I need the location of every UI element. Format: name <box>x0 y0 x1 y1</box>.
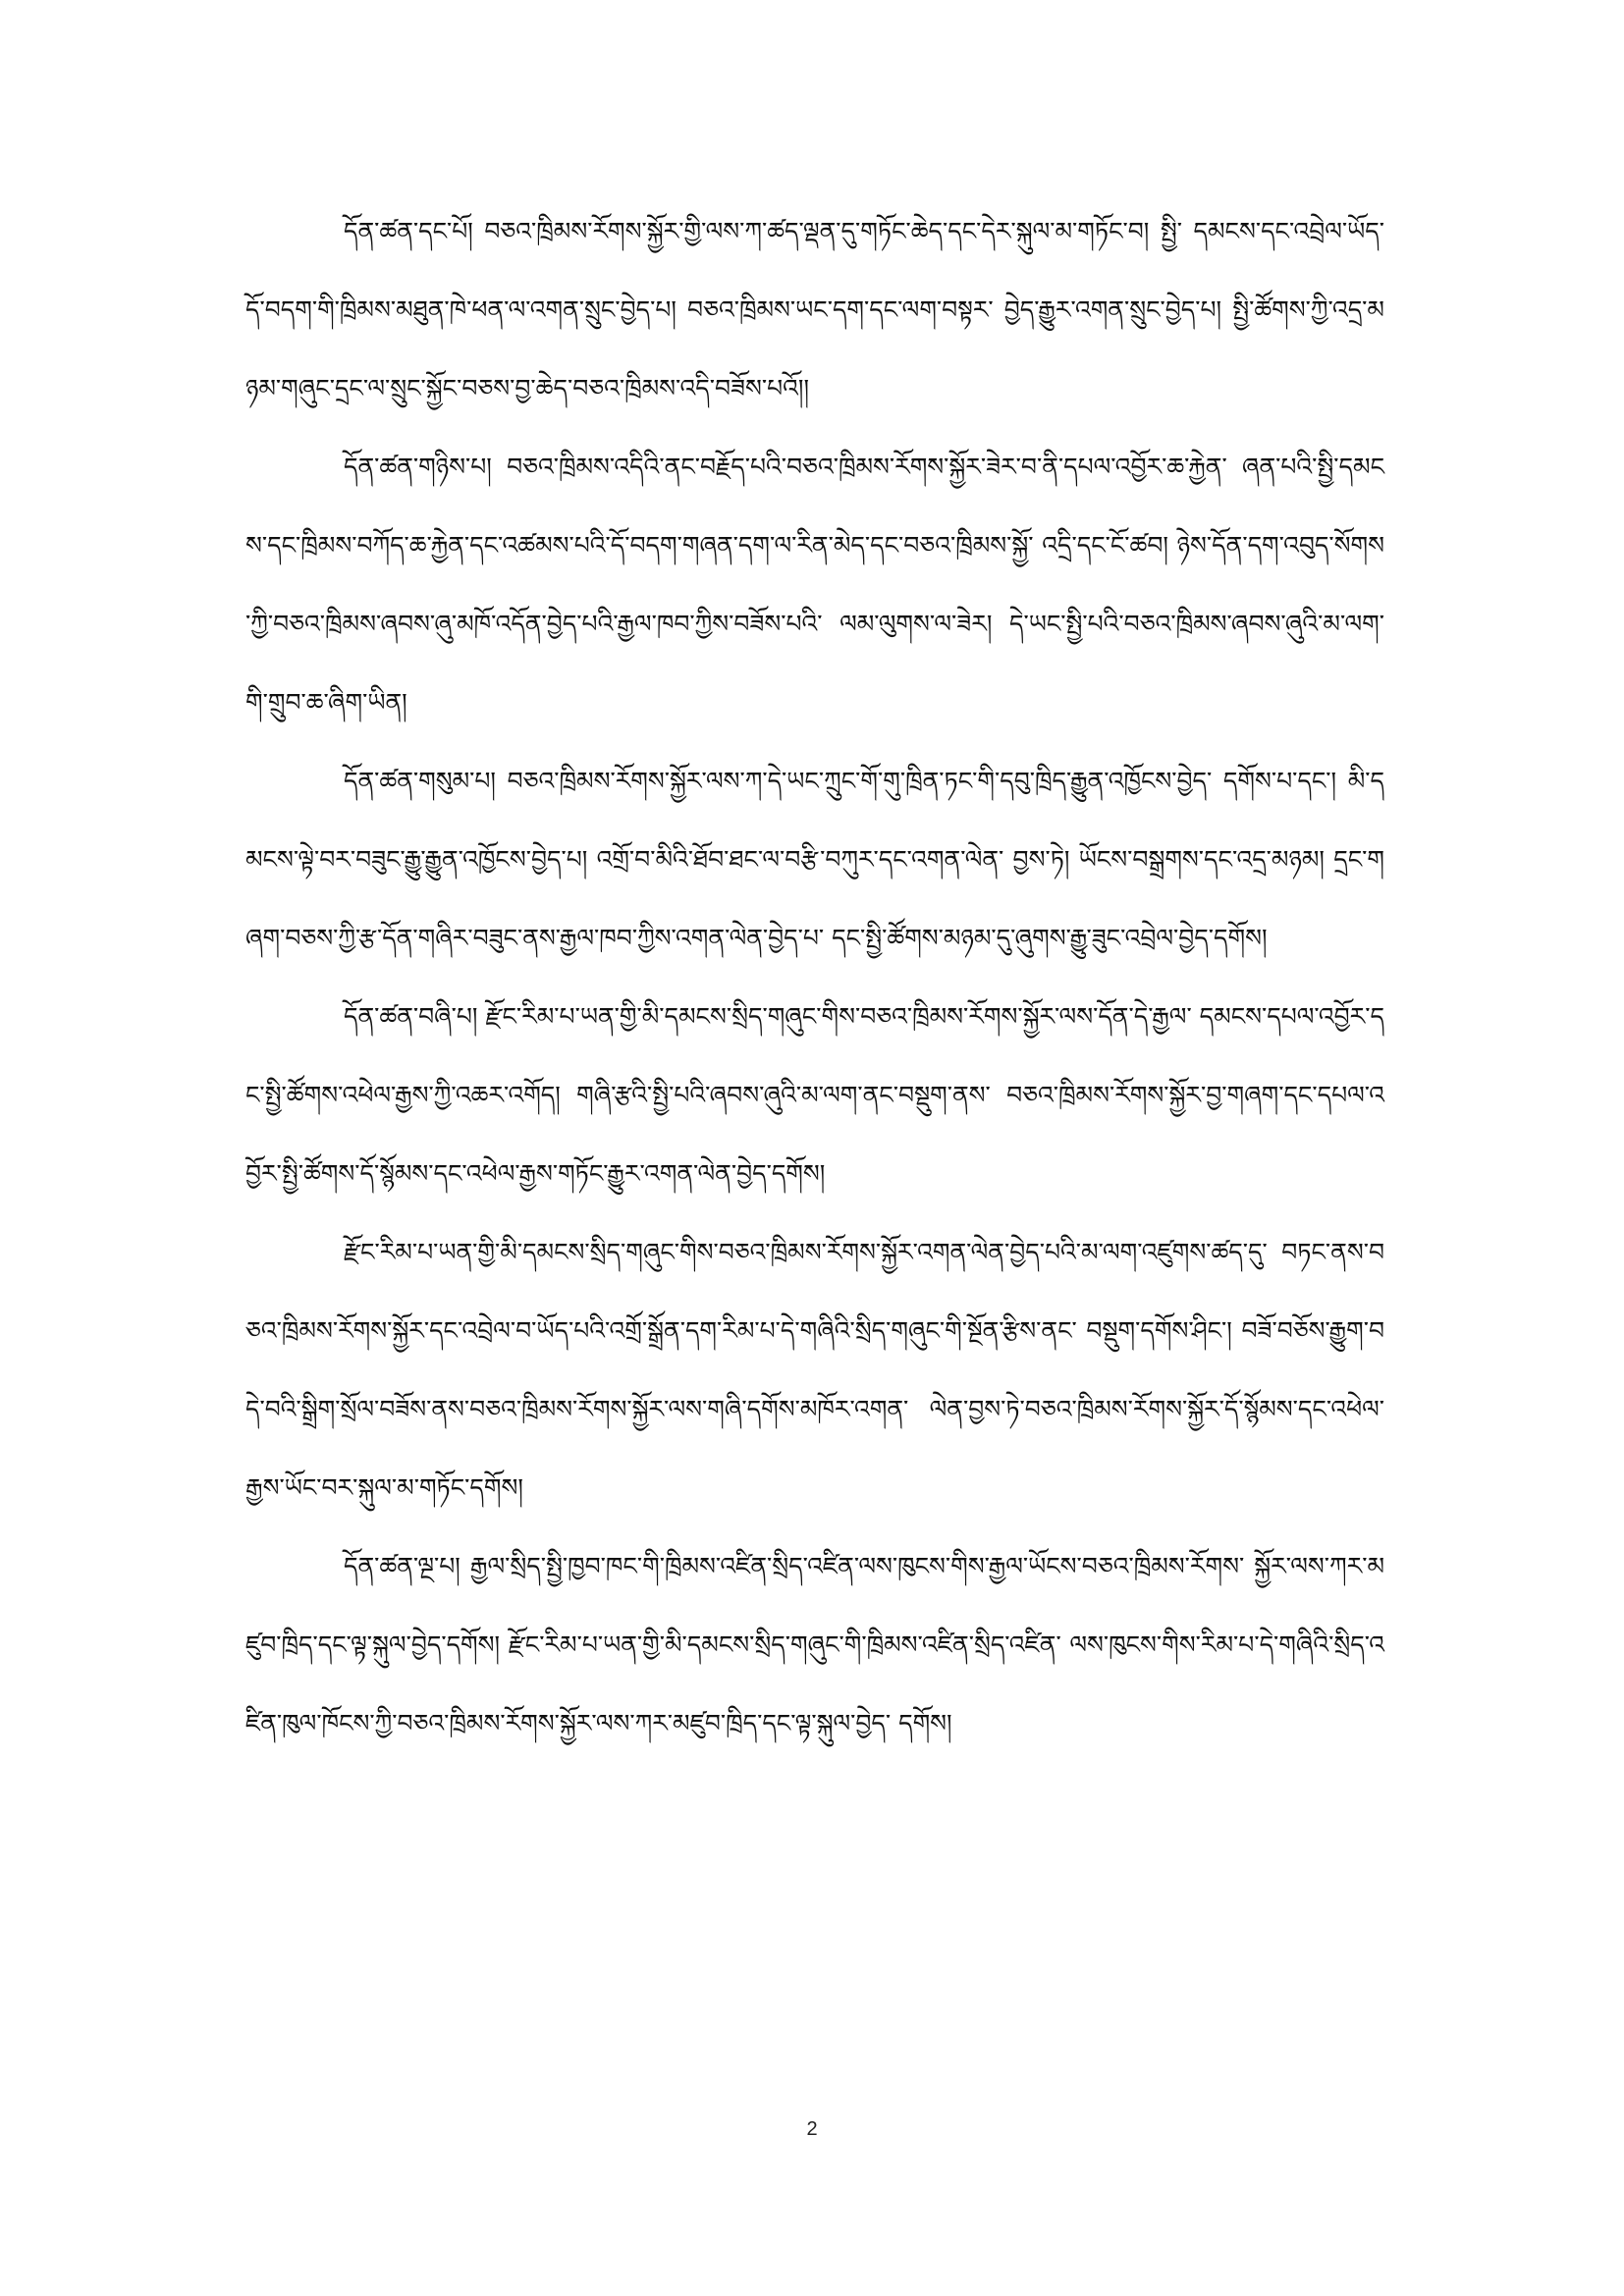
paragraph-article-4-clause-2: རྫོང་རིམ་པ་ཡན་གྱི་མི་དམངས་སྲིད་གཞུང་གིས་བཅའ་ཁྲིམས་རོགས་སྐྱོར་འགན་ལེན་བྱེད་པའི་མ་ལག་འཛུགས་ཚད་དུ་ བཏང་ནས་བཅའ་ཁྲིམས་རོགས་སྐྱོར་དང་འབྲེལ་བ་ཡོད་པའི་འགྲོ་སྒྲོན་དག་རིམ་པ་དེ་གཞིའི་སྲིད་གཞུང་གི་སྔོན་རྩིས་ནང་ བསྡུག་དགོས་ཤིང་། བཟོ་བཅོས་རྒྱུག་བདེ་བའི་སྒྲིག་སྲོལ་བཟོས་ནས་བཅའ་ཁྲིམས་རོགས་སྐྱོར་ལས་གཞི་དགོས་མཁོར་འགན་ ལེན་བྱས་ཏེ་བཅའ་ཁྲིམས་རོགས་སྐྱོར་དོ་སྙོམས་དང་འཕེལ་རྒྱས་ཡོང་བར་སྐུལ་མ་གཏོང་དགོས། <box>245 1238 1384 1502</box>
paragraph-article-2: དོན་ཚན་གཉིས་པ། བཅའ་ཁྲིམས་འདིའི་ནང་བརྗོད་པའི་བཅའ་ཁྲིམས་རོགས་སྐྱོར་ཟེར་བ་ནི་དཔལ་འབྱོར་ཆ་རྐྱེན་ ཞན་པའི་སྤྱི་དམངས་དང་ཁྲིམས་བཀོད་ཆ་རྐྱེན་དང་འཚམས་པའི་དོ་བདག་གཞན་དག་ལ་རིན་མེད་དང་བཅའ་ཁྲིམས་སྐྱོ་ འདྲི་དང་ངོ་ཚབ། ཉེས་དོན་དག་འབུད་སོགས་ཀྱི་བཅའ་ཁྲིམས་ཞབས་ཞུ་མཁོ་འདོན་བྱེད་པའི་རྒྱལ་ཁབ་ཀྱིས་བཟོས་པའི་ ལམ་ལུགས་ལ་ཟེར། དེ་ཡང་སྤྱི་པའི་བཅའ་ཁྲིམས་ཞབས་ཞུའི་མ་ལག་གི་གྲུབ་ཆ་ཞིག་ཡིན། <box>245 453 1384 717</box>
paragraph-article-4: དོན་ཚན་བཞི་པ། རྫོང་རིམ་པ་ཡན་གྱི་མི་དམངས་སྲིད་གཞུང་གིས་བཅའ་ཁྲིམས་རོགས་སྐྱོར་ལས་དོན་དེ་རྒྱལ་ དམངས་དཔལ་འབྱོར་དང་སྤྱི་ཚོགས་འཕེལ་རྒྱས་ཀྱི་འཆར་འགོད། གཞི་རྩའི་སྤྱི་པའི་ཞབས་ཞུའི་མ་ལག་ནང་བསྡུག་ནས་ བཅའ་ཁྲིམས་རོགས་སྐྱོར་བྱ་གཞག་དང་དཔལ་འབྱོར་སྤྱི་ཚོགས་དོ་སྙོམས་དང་འཕེལ་རྒྱས་གཏོང་རྒྱུར་འགན་ལེན་བྱེད་དགོས། <box>245 1002 1384 1188</box>
paragraph-article-3: དོན་ཚན་གསུམ་པ། བཅའ་ཁྲིམས་རོགས་སྐྱོར་ལས་ཀ་དེ་ཡང་ཀྲུང་གོ་གུ་ཁྲིན་ཏང་གི་དབུ་ཁྲིད་རྒྱུན་འཁྱོངས་བྱེད་ དགོས་པ་དང་། མི་དམངས་ལྟེ་བར་བཟུང་རྒྱུ་རྒྱུན་འཁྱོངས་བྱེད་པ། འགྲོ་བ་མིའི་ཐོབ་ཐང་ལ་བརྩི་བཀུར་དང་འགན་ལེན་ བྱས་ཏེ། ཡོངས་བསྒྲགས་དང་འདྲ་མཉམ། དྲང་གཞག་བཅས་ཀྱི་རྩ་དོན་གཞིར་བཟུང་ནས་རྒྱལ་ཁབ་ཀྱིས་འགན་ལེན་བྱེད་པ་ དང་སྤྱི་ཚོགས་མཉམ་དུ་ཞུགས་རྒྱུ་ཟུང་འབྲེལ་བྱེད་དགོས། <box>245 767 1384 952</box>
body-text <box>245 192 1384 1763</box>
paragraph-article-1: དོན་ཚན་དང་པོ། བཅའ་ཁྲིམས་རོགས་སྐྱོར་གྱི་ལས་ཀ་ཚད་ལྡན་དུ་གཏོང་ཆེད་དང་དེར་སྐུལ་མ་གཏོང་བ། སྤྱི་ དམངས་དང་འབྲེལ་ཡོད་དོ་བདག་གི་ཁྲིམས་མཐུན་ཁེ་ཕན་ལ་འགན་སྲུང་བྱེད་པ། བཅའ་ཁྲིམས་ཡང་དག་དང་ལག་བསྟར་ བྱེད་རྒྱུར་འགན་སྲུང་བྱེད་པ། སྤྱི་ཚོགས་ཀྱི་འདྲ་མཉམ་གཞུང་དྲང་ལ་སྲུང་སྐྱོང་བཅས་བྱ་ཆེད་བཅའ་ཁྲིམས་འདི་བཟོས་པའོ།། <box>245 217 1384 402</box>
paragraph-article-5: དོན་ཚན་ལྔ་པ། རྒྱལ་སྲིད་སྤྱི་ཁྱབ་ཁང་གི་ཁྲིམས་འཛིན་སྲིད་འཛིན་ལས་ཁུངས་གིས་རྒྱལ་ཡོངས་བཅའ་ཁྲིམས་རོགས་ སྐྱོར་ལས་ཀར་མཛུབ་ཁྲིད་དང་ལྟ་སྐུལ་བྱེད་དགོས། རྫོང་རིམ་པ་ཡན་གྱི་མི་དམངས་སྲིད་གཞུང་གི་ཁྲིམས་འཛིན་སྲིད་འཛིན་ ལས་ཁུངས་གིས་རིམ་པ་དེ་གཞིའི་སྲིད་འཛིན་ཁུལ་ཁོངས་ཀྱི་བཅའ་ཁྲིམས་རོགས་སྐྱོར་ལས་ཀར་མཛུབ་ཁྲིད་དང་ལྟ་སྐུལ་བྱེད་ དགོས། <box>245 1552 1384 1737</box>
page-number: 2 <box>806 2118 818 2140</box>
